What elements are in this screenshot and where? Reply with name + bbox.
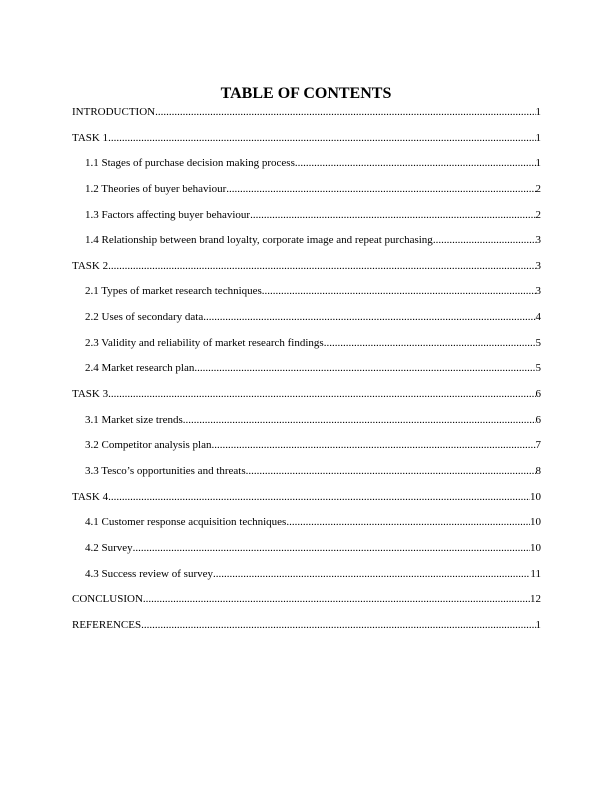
toc-entry-page: 3: [535, 234, 541, 247]
toc-entry-page: 4: [535, 311, 541, 324]
toc-entry[interactable]: [72, 258, 541, 284]
dot-leader: [108, 386, 535, 402]
toc-entry-label: 2.3 Validity and reliability of market research findings: [85, 336, 324, 349]
toc-entry[interactable]: [72, 463, 541, 489]
dot-leader: [250, 207, 535, 223]
toc-entry-label: 2.4 Market research plan: [85, 362, 195, 375]
toc-entry[interactable]: [72, 591, 541, 617]
toc-entry[interactable]: [72, 412, 541, 438]
toc-entry-label: TASK 3: [72, 388, 109, 401]
toc-entry-label: 2.1 Types of market research techniques: [85, 285, 262, 298]
dot-leader: [108, 258, 535, 274]
toc-entry[interactable]: [72, 360, 541, 386]
dot-leader: [262, 283, 536, 299]
toc-entry[interactable]: [72, 130, 541, 156]
dot-leader: [433, 232, 536, 248]
toc-entry-page: 8: [535, 464, 541, 477]
toc-entry[interactable]: [72, 104, 541, 130]
toc-entry-page: 3: [535, 285, 541, 298]
dot-leader: [143, 591, 530, 607]
dot-leader: [211, 437, 535, 453]
dot-leader: [203, 309, 535, 325]
toc-entry-label: 1.3 Factors affecting buyer behaviour: [85, 208, 251, 221]
toc-entry[interactable]: [72, 386, 541, 412]
toc-entry-page: 3: [535, 259, 541, 272]
toc-entry-page: 2: [535, 208, 541, 221]
toc-entry[interactable]: [72, 617, 541, 643]
toc-entry[interactable]: [72, 335, 541, 361]
toc-entry-label: 4.2 Survey: [85, 541, 133, 554]
toc-entry-page: 1: [535, 618, 541, 631]
dot-leader: [194, 360, 535, 376]
toc-entry[interactable]: [72, 566, 541, 592]
dot-leader: [141, 617, 535, 633]
dot-leader: [226, 181, 535, 197]
dot-leader: [133, 540, 530, 556]
dot-leader: [155, 104, 535, 120]
toc-entry-label: 1.2 Theories of buyer behaviour: [85, 182, 227, 195]
dot-leader: [183, 412, 536, 428]
toc-entry-page: 12: [530, 593, 541, 606]
toc-entry[interactable]: [72, 309, 541, 335]
toc-entry-page: 2: [535, 182, 541, 195]
toc-entry-label: CONCLUSION: [72, 593, 143, 606]
dot-leader: [213, 566, 530, 582]
toc-entry-label: INTRODUCTION: [72, 106, 156, 118]
toc-entry[interactable]: [72, 514, 541, 540]
dot-leader: [286, 514, 530, 530]
dot-leader: [108, 489, 530, 505]
toc-entry-page: 10: [530, 516, 541, 529]
toc-entry-page: 6: [535, 413, 541, 426]
toc-entry[interactable]: [72, 207, 541, 233]
toc-entry-page: 11: [530, 567, 541, 580]
toc-entry[interactable]: [72, 155, 541, 181]
dot-leader: [324, 335, 536, 351]
toc-entry-page: 10: [530, 541, 541, 554]
toc-entry-label: REFERENCES: [72, 618, 142, 631]
toc-entry-page: 10: [530, 490, 541, 503]
toc-entry[interactable]: [72, 181, 541, 207]
toc-entry-page: 1: [535, 106, 541, 118]
toc-entry[interactable]: [72, 489, 541, 515]
toc-entry[interactable]: [72, 232, 541, 258]
toc-entry[interactable]: [72, 437, 541, 463]
toc-entry[interactable]: [72, 283, 541, 309]
toc-entry-label: TASK 1: [72, 131, 109, 144]
toc-entry-label: 1.4 Relationship between brand loyalty, corporate image and repeat purchasing: [85, 234, 433, 247]
dot-leader: [246, 463, 536, 479]
toc-entry-label: TASK 2: [72, 259, 109, 272]
dot-leader: [108, 130, 535, 146]
toc-entry-label: 1.1 Stages of purchase decision making process: [85, 157, 295, 170]
toc-entry-label: TASK 4: [72, 490, 109, 503]
toc-entry-page: 1: [535, 157, 541, 170]
toc-entry[interactable]: [72, 540, 541, 566]
page-title: TABLE OF CONTENTS: [220, 85, 392, 102]
toc-entry-label: 3.2 Competitor analysis plan: [85, 439, 212, 452]
dot-leader: [295, 155, 536, 171]
toc-entry-label: 2.2 Uses of secondary data: [85, 311, 204, 324]
toc-entry-label: 3.1 Market size trends: [85, 413, 183, 426]
toc-entry-page: 1: [535, 131, 541, 144]
table-of-contents: [72, 104, 541, 642]
toc-entry-label: 3.3 Tesco’s opportunities and threats: [85, 464, 246, 477]
toc-entry-page: 7: [535, 439, 541, 452]
toc-entry-label: 4.3 Success review of survey: [85, 567, 213, 580]
toc-entry-label: 4.1 Customer response acquisition techniques: [85, 516, 287, 529]
toc-entry-page: 5: [535, 362, 541, 375]
toc-entry-page: 5: [535, 336, 541, 349]
toc-entry-page: 6: [535, 388, 541, 401]
